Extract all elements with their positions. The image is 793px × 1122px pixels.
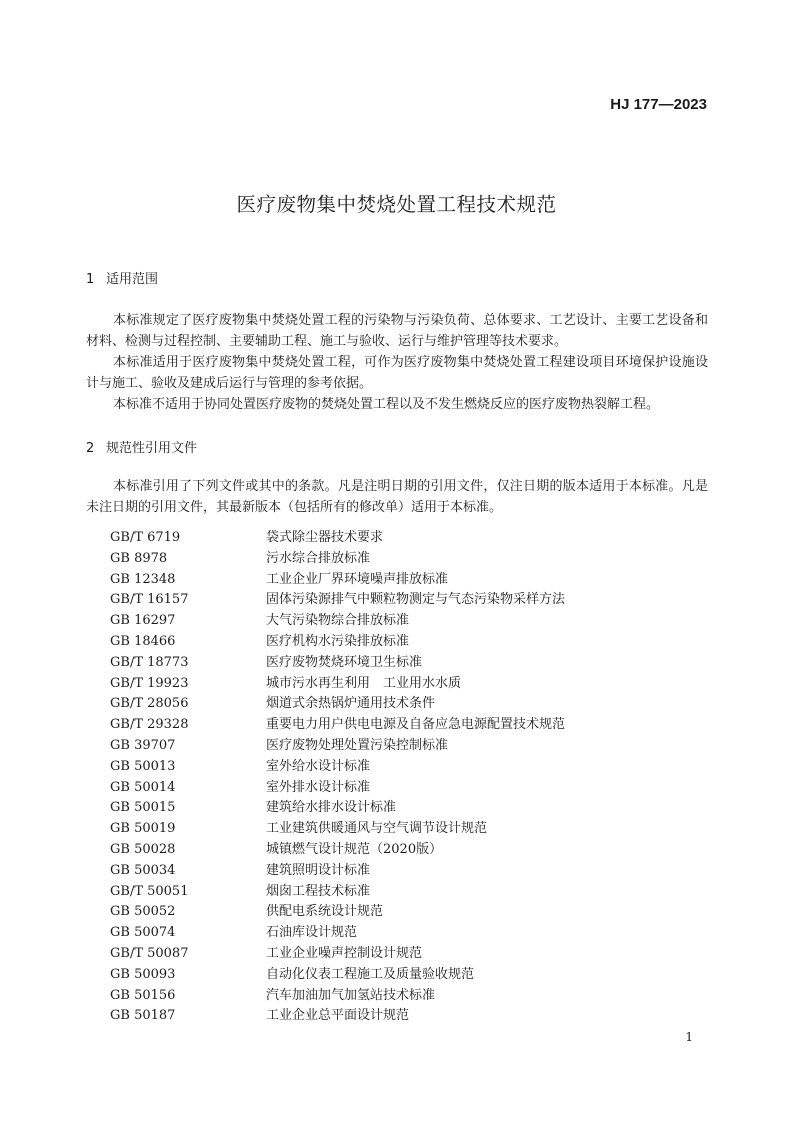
- section-2-title: 规范性引用文件: [106, 441, 198, 456]
- reference-code: GB 8978: [110, 550, 168, 566]
- reference-list: [110, 528, 565, 1027]
- reference-item: [110, 590, 565, 611]
- reference-item: [110, 549, 565, 570]
- reference-item: [110, 923, 565, 944]
- scope-paragraph-2: 本标准适用于医疗废物集中焚烧处置工程，可作为医疗废物集中焚烧处置工程建设项目环境保护设施设计与施工、验收及建成后运行与管理的参考依据。: [86, 355, 708, 391]
- reference-title: 医疗机构水污染排放标准: [266, 633, 410, 649]
- reference-code: GB 39707: [110, 737, 176, 753]
- reference-code: GB 50052: [110, 904, 176, 920]
- reference-title: 医疗废物焚烧环境卫生标准: [266, 654, 423, 670]
- reference-title: 医疗废物处理处置污染控制标准: [266, 737, 449, 753]
- document-title: 医疗废物集中焚烧处置工程技术规范: [236, 193, 557, 216]
- reference-title: 工业企业总平面设计规范: [266, 1008, 410, 1024]
- reference-title: 室外给水设计标准: [266, 758, 371, 774]
- reference-item: [110, 840, 565, 861]
- reference-item: [110, 986, 565, 1007]
- reference-item: [110, 694, 565, 715]
- reference-code: GB/T 19923: [110, 675, 189, 691]
- reference-item: [110, 570, 565, 591]
- reference-item: [110, 1006, 565, 1027]
- reference-item: [110, 674, 565, 695]
- reference-code: GB 50074: [110, 925, 176, 941]
- reference-item: [110, 798, 565, 819]
- reference-title: 建筑照明设计标准: [266, 862, 371, 878]
- reference-code: GB 50093: [110, 966, 176, 982]
- reference-code: GB 50187: [110, 1008, 176, 1024]
- reference-item: [110, 861, 565, 882]
- reference-title: 重要电力用户供电电源及自备应急电源配置技术规范: [266, 717, 566, 733]
- reference-title: 供配电系统设计规范: [266, 904, 384, 920]
- references-intro: 本标准引用了下列文件或其中的条款。凡是注明日期的引用文件，仅注日期的版本适用于本标准。凡是未注日期的引用文件，其最新版本（包括所有的修改单）适用于本标准。: [86, 479, 708, 515]
- reference-item: [110, 632, 565, 653]
- reference-code: GB/T 28056: [110, 696, 189, 712]
- reference-title: 污水综合排放标准: [266, 550, 371, 566]
- reference-code: GB 50013: [110, 758, 176, 774]
- reference-code: GB/T 50051: [110, 883, 189, 899]
- reference-item: [110, 653, 565, 674]
- reference-title: 室外排水设计标准: [266, 779, 371, 795]
- reference-item: [110, 611, 565, 632]
- page-number: 1: [685, 1030, 693, 1044]
- reference-title: 固体污染源排气中颗粒物测定与气态污染物采样方法: [266, 592, 566, 608]
- reference-item: [110, 965, 565, 986]
- section-1-number: 1: [86, 272, 95, 287]
- reference-code: GB/T 18773: [110, 654, 189, 670]
- reference-code: GB/T 6719: [110, 530, 181, 545]
- reference-title: 工业建筑供暖通风与空气调节设计规范: [266, 821, 488, 837]
- reference-code: GB 12348: [110, 571, 176, 587]
- reference-code: GB/T 50087: [110, 945, 189, 961]
- reference-code: GB 50156: [110, 987, 176, 1003]
- reference-item: [110, 882, 565, 903]
- section-1-heading: [86, 268, 158, 287]
- reference-title: 大气污染物综合排放标准: [266, 613, 410, 629]
- reference-item: [110, 778, 565, 799]
- reference-code: GB 50015: [110, 800, 176, 816]
- standard-code: HJ 177—2023: [610, 96, 707, 113]
- scope-paragraph-1: 本标准规定了医疗废物集中焚烧处置工程的污染物与污染负荷、总体要求、工艺设计、主要工艺设备和材料、检测与过程控制、主要辅助工程、施工与验收、运行与维护管理等技术要求。: [86, 313, 708, 349]
- reference-code: GB 16297: [110, 613, 176, 629]
- reference-item: [110, 757, 565, 778]
- reference-title: 建筑给水排水设计标准: [266, 800, 397, 816]
- scope-paragraph-3: 本标准不适用于协同处置医疗废物的焚烧处置工程以及不发生燃烧反应的医疗废物热裂解工程。: [113, 397, 660, 412]
- reference-title: 自动化仪表工程施工及质量验收规范: [266, 966, 475, 982]
- reference-title: 工业企业厂界环境噪声排放标准: [266, 571, 449, 587]
- reference-title: 烟囱工程技术标准: [266, 883, 371, 899]
- reference-code: GB 50019: [110, 821, 176, 837]
- reference-code: GB/T 29328: [110, 717, 189, 733]
- reference-code: GB 50028: [110, 841, 176, 857]
- section-2-number: 2: [86, 441, 95, 456]
- reference-item: [110, 715, 565, 736]
- reference-code: GB 50014: [110, 779, 176, 795]
- reference-title: 烟道式余热锅炉通用技术条件: [266, 696, 436, 712]
- section-2-heading: [86, 437, 197, 456]
- reference-item: [110, 819, 565, 840]
- reference-title: 石油库设计规范: [266, 925, 358, 941]
- reference-title: 城镇燃气设计规范（2020版）: [266, 841, 443, 857]
- section-1-title: 适用范围: [106, 272, 159, 287]
- reference-item: [110, 944, 565, 965]
- reference-item: [110, 736, 565, 757]
- reference-code: GB 50034: [110, 862, 176, 878]
- reference-title: 工业企业噪声控制设计规范: [266, 945, 423, 961]
- reference-title: 袋式除尘器技术要求: [266, 530, 384, 545]
- reference-title: 城市污水再生利用 工业用水水质: [266, 675, 462, 691]
- reference-code: GB/T 16157: [110, 592, 189, 608]
- reference-item: [110, 902, 565, 923]
- reference-item: [110, 528, 565, 549]
- reference-code: GB 18466: [110, 633, 176, 649]
- reference-title: 汽车加油加气加氢站技术标准: [266, 987, 436, 1003]
